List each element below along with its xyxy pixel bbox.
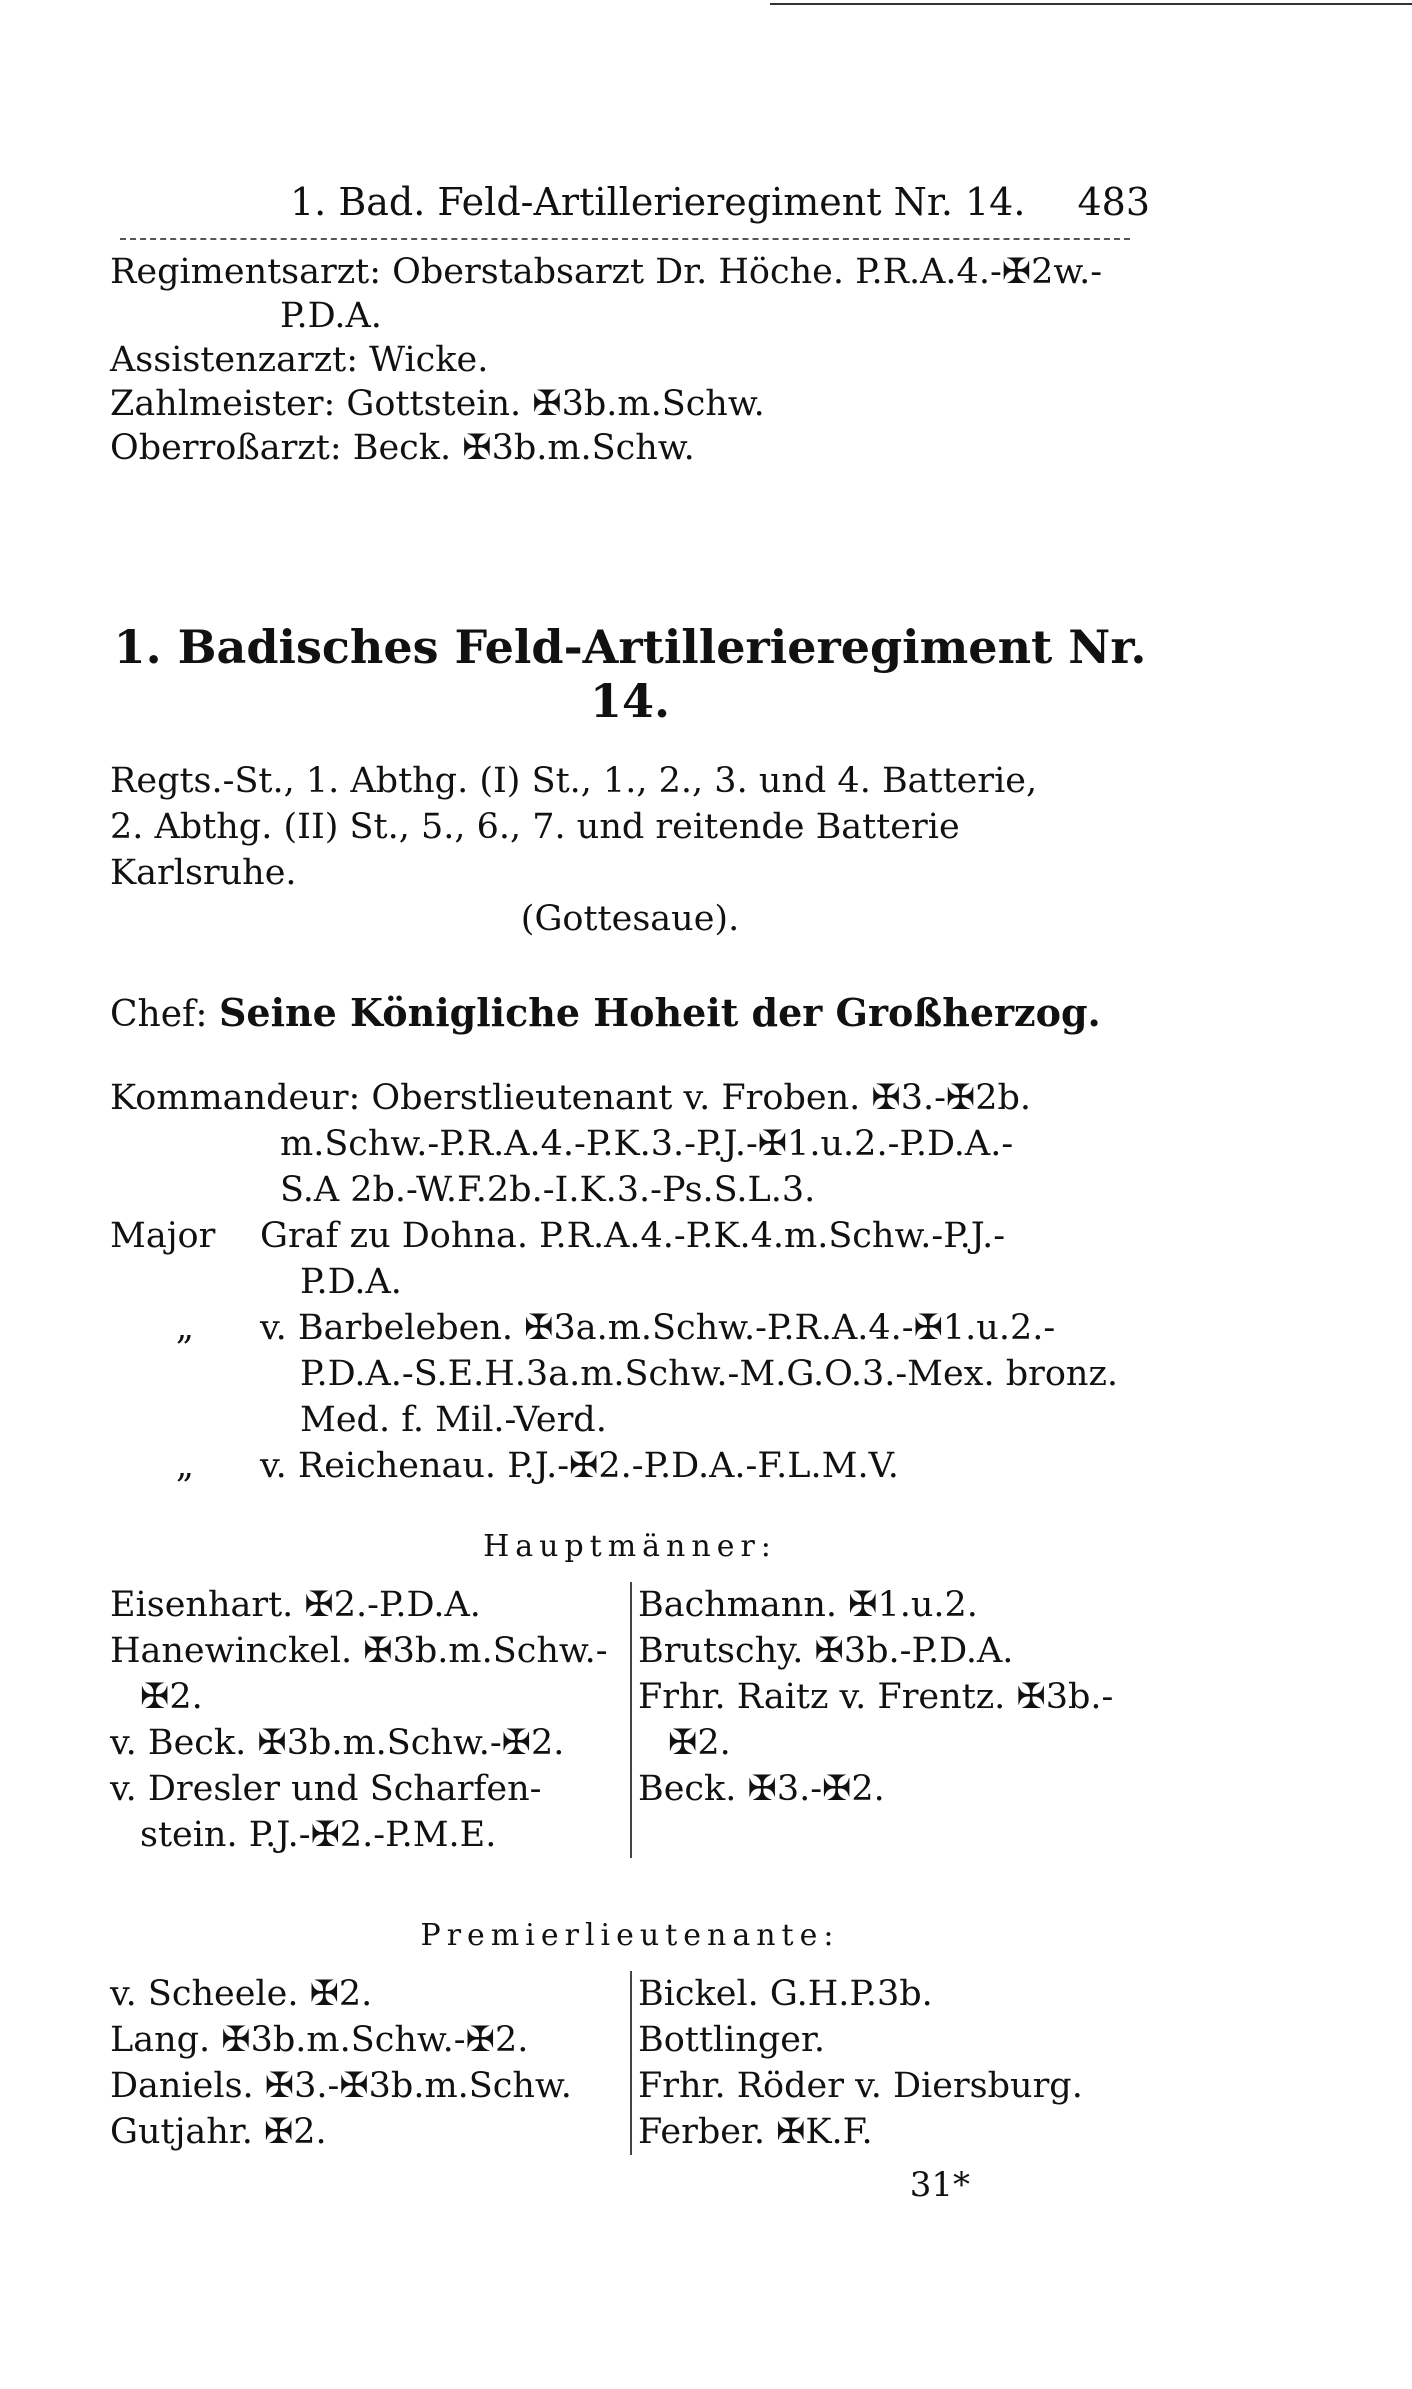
list-item: Lang. ✠3b.m.Schw.-✠2. — [110, 2020, 529, 2060]
section-title: 1. Badisches Feld-Artillerieregiment Nr. 14. — [113, 620, 1147, 728]
major-entry — [110, 1305, 1150, 1443]
running-header — [110, 180, 1150, 224]
garrison-line: (Gottesaue). — [520, 899, 740, 939]
kommandeur-line: m.Schw.-P.R.A.4.-P.K.3.-P.J.-✠1.u.2.-P.D.A.- — [280, 1124, 1014, 1164]
major-line: P.D.A. — [300, 1262, 402, 1302]
list-item: v. Dresler und Scharfen- — [110, 1769, 542, 1809]
list-item: stein. P.J.-✠2.-P.M.E. — [140, 1815, 497, 1855]
garrison-info — [110, 758, 1150, 942]
list-item: Bickel. G.H.P.3b. — [638, 1974, 933, 2014]
major-line: v. Barbeleben. ✠3a.m.Schw.-P.R.A.4.-✠1.u.2.- — [260, 1308, 1056, 1348]
major-line: P.D.A.-S.E.H.3a.m.Schw.-M.G.O.3.-Mex. bronz. — [300, 1354, 1119, 1394]
officer-list — [110, 1075, 1150, 1489]
page-number: 483 — [1077, 180, 1150, 224]
list-item: Gutjahr. ✠2. — [110, 2112, 327, 2152]
ditto-mark: „ — [175, 1308, 195, 1348]
left-column — [110, 1971, 630, 2155]
list-item: Brutschy. ✠3b.-P.D.A. — [638, 1631, 1014, 1671]
list-item: ✠2. — [668, 1723, 731, 1763]
list-item: Ferber. ✠K.F. — [638, 2112, 873, 2152]
hauptmaenner-heading: Hauptmänner: — [483, 1529, 777, 1564]
chef-line — [110, 990, 1150, 1035]
staff-line: Oberroßarzt: Beck. ✠3b.m.Schw. — [110, 428, 695, 468]
premierlieutenante-columns — [110, 1971, 1150, 2155]
hauptmaenner-columns — [110, 1582, 1150, 1858]
signature-mark: 31* — [909, 2165, 970, 2205]
staff-line: Zahlmeister: Gottstein. ✠3b.m.Schw. — [110, 384, 765, 424]
major-line: Graf zu Dohna. P.R.A.4.-P.K.4.m.Schw.-P.J.- — [260, 1216, 1006, 1256]
header-rule — [120, 238, 1130, 240]
list-item: ✠2. — [140, 1677, 203, 1717]
staff-line: P.D.A. — [280, 296, 382, 336]
premierlieutenante-heading: Premierlieutenante: — [420, 1918, 840, 1953]
major-label: Major — [110, 1216, 216, 1256]
staff-line: Assistenzarzt: Wicke. — [110, 340, 489, 380]
major-line: v. Reichenau. P.J.-✠2.-P.D.A.-F.L.M.V. — [260, 1446, 899, 1486]
ditto-mark: „ — [175, 1446, 195, 1486]
list-item: Eisenhart. ✠2.-P.D.A. — [110, 1585, 481, 1625]
major-entry — [110, 1443, 1150, 1489]
right-column — [630, 1582, 1148, 1858]
staff-line: Regimentsarzt: Oberstabsarzt Dr. Höche. P.R.A.4.-✠2w.- — [110, 252, 1103, 292]
garrison-line: 2. Abthg. (II) St., 5., 6., 7. und reitende Batterie Karlsruhe. — [110, 807, 960, 893]
list-item: Bachmann. ✠1.u.2. — [638, 1585, 978, 1625]
list-item: v. Scheele. ✠2. — [110, 1974, 373, 2014]
list-item: Daniels. ✠3.-✠3b.m.Schw. — [110, 2066, 572, 2106]
running-title: 1. Bad. Feld-Artillerieregiment Nr. 14. — [290, 180, 1026, 224]
list-item: Frhr. Raitz v. Frentz. ✠3b.- — [638, 1677, 1114, 1717]
list-item: Hanewinckel. ✠3b.m.Schw.- — [110, 1631, 608, 1671]
list-item: v. Beck. ✠3b.m.Schw.-✠2. — [110, 1723, 565, 1763]
right-column — [630, 1971, 1148, 2155]
page-body — [110, 180, 1150, 2205]
kommandeur-line: Kommandeur: Oberstlieutenant v. Froben. ✠3.-✠2b. — [110, 1078, 1032, 1118]
list-item: Beck. ✠3.-✠2. — [638, 1769, 885, 1809]
list-item: Frhr. Röder v. Diersburg. — [638, 2066, 1083, 2106]
chef-name: Seine Königliche Hoheit der Großherzog. — [218, 990, 1101, 1035]
kommandeur-line: S.A 2b.-W.F.2b.-I.K.3.-Ps.S.L.3. — [280, 1170, 816, 1210]
garrison-line: Regts.-St., 1. Abthg. (I) St., 1., 2., 3. und 4. Batterie, — [110, 761, 1038, 801]
major-entry — [110, 1213, 1150, 1305]
left-column — [110, 1582, 630, 1858]
chef-label: Chef: — [110, 994, 208, 1035]
list-item: Bottlinger. — [638, 2020, 825, 2060]
previous-regiment-staff — [110, 250, 1150, 470]
top-rule — [770, 3, 1412, 5]
major-line: Med. f. Mil.-Verd. — [300, 1400, 607, 1440]
